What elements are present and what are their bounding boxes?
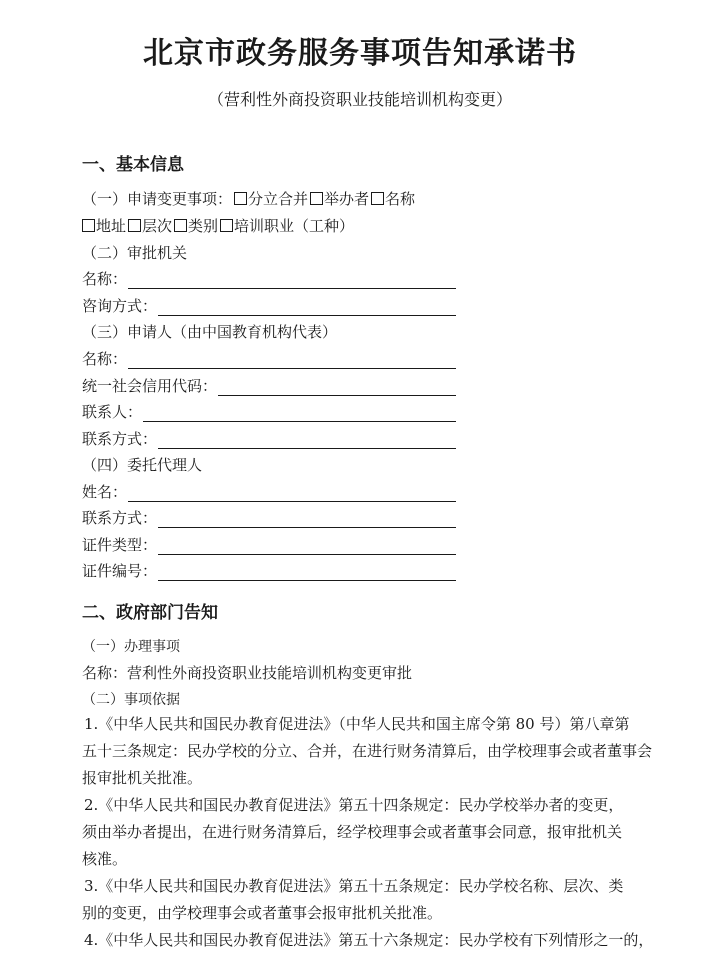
underline-blank[interactable] [158, 434, 456, 449]
option-label: 名称 [385, 190, 416, 208]
basis-para-3-line-2: 别的变更，由学校理事会或者董事会报审批机关批准。 [82, 904, 443, 922]
basis-para-1-line-3: 报审批机关批准。 [82, 769, 203, 787]
basis-para-2-line-1: 2.《中华人民共和国民办教育促进法》第五十四条规定：民办学校举办者的变更， [84, 796, 624, 814]
option-label: 分立合并 [248, 190, 309, 208]
change-items-row1 [82, 188, 415, 209]
contact-person-field[interactable]: 联系人： [82, 401, 456, 422]
underline-blank[interactable] [128, 274, 456, 289]
underline-blank[interactable] [158, 301, 456, 316]
basis-para-1-line-2: 五十三条规定：民办学校的分立、合并，在进行财务清算后，由学校理事会或者董事会 [82, 742, 653, 760]
checkbox-sponsor[interactable] [310, 192, 323, 205]
underline-blank[interactable] [158, 566, 456, 581]
document-title: 北京市政务服务事项告知承诺书 [143, 36, 577, 71]
id-number-field[interactable]: 证件编号： [82, 560, 456, 581]
checkbox-address[interactable] [82, 219, 95, 232]
section-heading-gov-notice: 二、政府部门告知 [82, 603, 218, 623]
basis-para-2-line-2: 须由举办者提出，在进行财务清算后，经学校理事会或者董事会同意，报审批机关 [82, 823, 623, 841]
option-label: 层次 [142, 217, 173, 235]
authority-contact-field[interactable]: 咨询方式： [82, 295, 456, 316]
agent-label: （四）委托代理人 [82, 456, 203, 474]
id-type-field[interactable]: 证件类型： [82, 534, 456, 555]
credit-code-field[interactable]: 统一社会信用代码： [82, 375, 456, 396]
legal-basis-label: （二）事项依据 [82, 692, 180, 708]
agent-contact-field[interactable]: 联系方式： [82, 507, 456, 528]
checkbox-level[interactable] [128, 219, 141, 232]
applicant-name-field[interactable]: 名称： [82, 348, 456, 369]
handling-item-label: （一）办理事项 [82, 639, 180, 655]
basis-para-2-line-3: 核准。 [82, 850, 128, 868]
option-label: 地址 [96, 217, 127, 235]
section-heading-basic-info: 一、基本信息 [82, 155, 184, 175]
option-label: 培训职业（工种） [234, 217, 355, 235]
basis-para-4-line-1: 4.《中华人民共和国民办教育促进法》第五十六条规定：民办学校有下列情形之一的， [84, 931, 654, 949]
checkbox-category[interactable] [174, 219, 187, 232]
document-subtitle: （营利性外商投资职业技能培训机构变更） [207, 90, 512, 109]
underline-blank[interactable] [143, 407, 456, 422]
underline-blank[interactable] [128, 487, 456, 502]
underline-blank[interactable] [158, 513, 456, 528]
checkbox-training-occupation[interactable] [220, 219, 233, 232]
underline-blank[interactable] [158, 540, 456, 555]
applicant-label: （三）申请人（由中国教育机构代表） [82, 323, 338, 341]
change-items-row2 [82, 215, 354, 236]
approval-authority-label: （二）审批机关 [82, 244, 188, 262]
option-label: 举办者 [324, 190, 370, 208]
change-items-label: （一）申请变更事项： [82, 190, 233, 208]
handling-item-name: 名称：营利性外商投资职业技能培训机构变更审批 [82, 664, 413, 682]
authority-name-field[interactable]: 名称： [82, 268, 456, 289]
basis-para-1-line-1: 1.《中华人民共和国民办教育促进法》（中华人民共和国主席令第 80 号）第八章第 [84, 715, 630, 733]
agent-name-field[interactable]: 姓名： [82, 481, 456, 502]
applicant-contact-field[interactable]: 联系方式： [82, 428, 456, 449]
checkbox-split-merge[interactable] [234, 192, 247, 205]
underline-blank[interactable] [218, 381, 456, 396]
checkbox-name[interactable] [371, 192, 384, 205]
underline-blank[interactable] [128, 354, 456, 369]
option-label: 类别 [188, 217, 219, 235]
basis-para-3-line-1: 3.《中华人民共和国民办教育促进法》第五十五条规定：民办学校名称、层次、类 [84, 877, 624, 895]
